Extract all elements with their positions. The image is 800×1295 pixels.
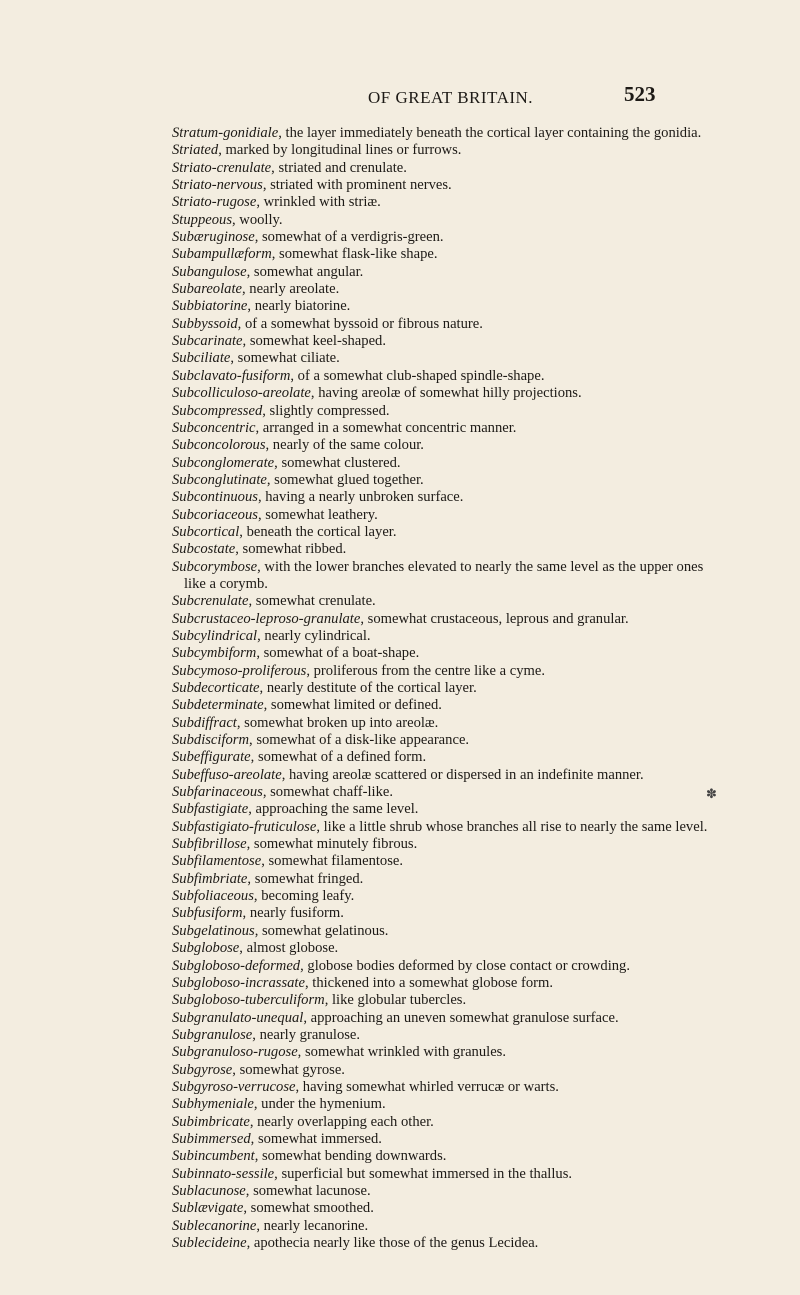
entry-term: Subclavato-fusiform [172, 367, 291, 384]
glossary-entry [172, 212, 712, 229]
entry-separator: , [236, 714, 245, 731]
glossary-entry [172, 298, 712, 315]
glossary-entry [172, 732, 712, 749]
entry-definition: somewhat flask-like shape. [279, 246, 438, 263]
entry-separator: , [249, 732, 257, 749]
ink-mark-icon: ✽ [706, 787, 717, 802]
entry-term: Subgranuloso-rugose [172, 1044, 298, 1061]
glossary-entry [172, 1079, 712, 1096]
entry-separator: , [259, 680, 267, 696]
glossary-entry [172, 1148, 712, 1165]
entry-separator: , [252, 1026, 260, 1043]
glossary-entry [172, 680, 712, 697]
entry-term: Subcrustaceo-leproso-granulate [172, 610, 361, 627]
entry-term: Subconcentric [172, 419, 256, 436]
entry-term: Subampullæform [172, 246, 272, 263]
entry-definition: globose bodies deformed by close contact or crowding. [307, 957, 630, 974]
entry-term: Subgloboso-deformed [172, 957, 301, 974]
entry-term: Subgyroso-verrucose [172, 1078, 296, 1095]
entry-definition: somewhat immersed. [257, 1130, 382, 1147]
entry-term: Subcostate [172, 541, 236, 558]
entry-separator: , [256, 645, 264, 662]
entry-term: Sublecanorine [172, 1217, 257, 1234]
entry-definition: nearly lecanorine. [263, 1217, 369, 1234]
entry-separator: , [281, 766, 289, 783]
glossary-entry [172, 1044, 712, 1061]
entry-term: Subcortical [172, 523, 240, 540]
entry-term: Subconcolorous [172, 437, 266, 454]
entry-term: Subcompressed [172, 402, 263, 419]
entry-definition: somewhat filamentose. [268, 853, 404, 870]
entry-separator: , [257, 489, 266, 506]
entry-term: Subfusiform [172, 905, 243, 922]
entry-separator: , [360, 610, 368, 627]
glossary-entry [172, 749, 712, 766]
entry-separator: , [297, 1044, 305, 1061]
entry-separator: , [257, 627, 265, 644]
glossary-entry [172, 142, 712, 159]
glossary-entry [172, 853, 712, 870]
entry-term: Subcontinuous [172, 489, 258, 506]
page-number: 523 [624, 82, 656, 106]
entry-definition: having areolæ of somewhat hilly projections. [318, 385, 582, 402]
entry-term: Stratum-gonidiale [172, 125, 279, 141]
entry-definition: nearly destitute of the cortical layer. [266, 680, 477, 696]
entry-separator: , [255, 419, 263, 436]
glossary-entry [172, 420, 712, 437]
glossary-entry [172, 125, 712, 142]
entry-separator: , [218, 142, 226, 159]
entry-definition: beneath the cortical layer. [246, 523, 397, 540]
entry-definition: nearly overlapping each other. [257, 1113, 434, 1130]
entry-definition: somewhat minutely fibrous. [253, 836, 418, 853]
entry-definition: thickened into a somewhat globose form. [312, 974, 554, 991]
entry-separator: , [262, 402, 270, 419]
glossary-entry [172, 958, 712, 975]
entry-separator: , [300, 957, 308, 974]
entry-term: Subinnato-sessile [172, 1165, 275, 1182]
entry-definition: somewhat smoothed. [250, 1200, 374, 1217]
entry-term: Subconglutinate [172, 471, 267, 488]
entry-term: Subfastigiato-fruticulose [172, 818, 317, 835]
entry-separator: , [278, 125, 286, 141]
entry-separator: , [274, 454, 282, 471]
entry-definition: having areolæ scattered or dispersed in an indefinite manner. [289, 766, 644, 783]
entry-definition: somewhat crenulate. [255, 593, 376, 610]
entry-term: Subæruginose [172, 229, 255, 246]
entry-term: Subimmersed [172, 1130, 251, 1147]
entry-separator: , [262, 177, 271, 194]
entry-separator: , [261, 853, 269, 870]
glossary-entry [172, 645, 712, 662]
entry-separator: , [242, 333, 250, 350]
glossary-entry [172, 1027, 712, 1044]
glossary-entry [172, 819, 712, 836]
entry-definition: somewhat wrinkled with granules. [304, 1044, 506, 1061]
glossary-entry [172, 1010, 712, 1027]
entry-definition: arranged in a somewhat concentric manner. [262, 419, 517, 436]
glossary-entry [172, 1166, 712, 1183]
entry-definition: like a little shrub whose branches all rise to nearly the same level. [323, 818, 708, 835]
entry-separator: , [254, 922, 262, 939]
entry-separator: , [243, 1200, 251, 1217]
entry-separator: , [256, 1217, 264, 1234]
entry-separator: , [271, 246, 280, 263]
entry-separator: , [230, 350, 238, 367]
entry-definition: becoming leafy. [261, 888, 355, 905]
entry-separator: , [257, 558, 265, 575]
entry-definition: somewhat angular. [253, 263, 364, 280]
glossary-entry [172, 524, 712, 541]
entry-term: Subhymeniale [172, 1096, 254, 1113]
glossary-entry [172, 801, 712, 818]
glossary-entry [172, 663, 712, 680]
glossary-entry [172, 229, 712, 246]
entry-term: Subcymoso-proliferous [172, 662, 307, 679]
entry-definition: nearly fusiform. [249, 905, 344, 922]
entry-separator: , [295, 1078, 303, 1095]
entry-separator: , [262, 784, 271, 801]
entry-separator: , [274, 1165, 282, 1182]
entry-separator: , [271, 159, 279, 176]
entry-definition: having somewhat whirled verrucæ or warts. [302, 1078, 559, 1095]
entry-separator: , [242, 905, 250, 922]
entry-separator: , [248, 593, 256, 610]
entry-term: Subgyrose [172, 1061, 233, 1078]
entry-definition: somewhat broken up into areolæ. [244, 714, 439, 731]
entry-separator: , [250, 1130, 258, 1147]
entry-definition: the layer immediately beneath the cortical layer containing the gonidia. [285, 125, 702, 141]
entry-separator: , [263, 697, 271, 714]
entry-separator: , [256, 194, 264, 211]
glossary-entry [172, 836, 712, 853]
entry-definition: almost globose. [246, 940, 339, 957]
entry-term: Subfibrillose [172, 836, 247, 853]
page-header [0, 82, 800, 112]
glossary-entry [172, 489, 712, 506]
entry-definition: somewhat leathery. [265, 506, 378, 523]
entry-term: Striato-crenulate [172, 159, 272, 176]
glossary-entry [172, 628, 712, 645]
entry-separator: , [247, 298, 255, 315]
glossary-entry [172, 541, 712, 558]
glossary-entry [172, 1183, 712, 1200]
entry-definition: under the hymenium. [261, 1096, 386, 1113]
entry-separator: , [253, 1096, 262, 1113]
entry-separator: , [248, 801, 256, 818]
entry-term: Striated [172, 142, 219, 159]
entry-term: Subgranulato-unequal [172, 1009, 304, 1026]
glossary-entry [172, 1131, 712, 1148]
entry-separator: , [232, 1061, 240, 1078]
glossary-entry [172, 264, 712, 281]
entry-definition: apothecia nearly like those of the genus Lecidea. [253, 1235, 539, 1251]
entry-term: Subglobose [172, 940, 240, 957]
entry-term: Sublævigate [172, 1200, 244, 1217]
entry-term: Subimbricate [172, 1113, 250, 1130]
entry-definition: somewhat lacunose. [253, 1182, 371, 1199]
entry-term: Subareolate [172, 281, 242, 298]
entry-separator: , [246, 263, 254, 280]
entry-term: Subdiffract [172, 714, 237, 731]
entry-separator: , [246, 836, 254, 853]
glossary-entry [172, 905, 712, 922]
entry-definition: somewhat fringed. [254, 870, 364, 887]
glossary-entry [172, 593, 712, 610]
entry-separator: , [235, 541, 243, 558]
entry-definition: somewhat gyrose. [239, 1061, 345, 1078]
entry-definition: somewhat bending downwards. [261, 1148, 447, 1165]
entry-separator: , [254, 1148, 262, 1165]
entry-definition: nearly biatorine. [254, 298, 351, 315]
entry-definition: somewhat keel-shaped. [249, 333, 386, 350]
entry-term: Subgloboso-tuberculiform [172, 992, 325, 1009]
entry-term: Subconglomerate [172, 454, 275, 471]
entry-term: Subcolliculoso-areolate [172, 385, 311, 402]
entry-definition: striated and crenulate. [278, 159, 407, 176]
glossary-entry [172, 871, 712, 888]
entry-definition: somewhat ribbed. [242, 541, 347, 558]
entry-separator: , [316, 818, 324, 835]
glossary-entry [172, 1114, 712, 1131]
entry-definition: somewhat gelatinous. [262, 922, 389, 939]
glossary-entry [172, 888, 712, 905]
entry-definition: woolly. [239, 211, 283, 228]
entry-definition: nearly areolate. [249, 281, 340, 298]
entry-definition: somewhat of a verdigris-green. [262, 229, 444, 246]
entry-separator: , [254, 229, 262, 246]
entry-term: Subcoriaceous [172, 506, 258, 523]
glossary-entry [172, 1200, 712, 1217]
glossary-entry [172, 350, 712, 367]
entry-term: Sublacunose [172, 1182, 246, 1199]
glossary-entry [172, 472, 712, 489]
entry-separator: , [265, 437, 273, 454]
glossary-entry [172, 975, 712, 992]
entry-definition: somewhat of a disk-like appearance. [256, 732, 470, 749]
entry-term: Subfastigiate [172, 801, 249, 818]
entry-separator: , [237, 315, 245, 332]
glossary-entry [172, 940, 712, 957]
entry-definition: nearly of the same colour. [272, 437, 424, 454]
glossary-entry [172, 559, 712, 594]
entry-term: Subdecorticate [172, 680, 260, 696]
entry-separator: , [245, 1182, 254, 1199]
running-head: OF GREAT BRITAIN. [368, 88, 534, 107]
entry-definition: proliferous from the centre like a cyme. [313, 662, 545, 679]
entry-separator: , [290, 367, 298, 384]
entry-definition: approaching an uneven somewhat granulose surface. [310, 1009, 619, 1026]
entry-definition: with the lower branches elevated to nearly the same level as the upper ones like a corymb. [184, 558, 704, 592]
glossary-entry [172, 333, 712, 350]
entry-definition: marked by longitudinal lines or furrows. [225, 142, 462, 159]
glossary-entry [172, 403, 712, 420]
entry-definition: somewhat glued together. [274, 471, 424, 488]
entry-definition: nearly cylindrical. [264, 627, 371, 644]
entry-term: Subfimbriate [172, 870, 248, 887]
entry-term: Subincumbent [172, 1148, 255, 1165]
glossary-entry [172, 923, 712, 940]
entry-definition: somewhat limited or defined. [270, 697, 442, 714]
entry-definition: of a somewhat byssoid or fibrous nature. [244, 315, 483, 332]
entry-term: Subgelatinous [172, 922, 255, 939]
entry-definition: approaching the same level. [255, 801, 419, 818]
glossary-entry [172, 767, 712, 784]
entry-term: Subcorymbose [172, 558, 258, 575]
entry-definition: slightly compressed. [269, 402, 390, 419]
entry-definition: striated with prominent nerves. [270, 177, 452, 194]
entry-separator: , [249, 1113, 258, 1130]
entry-definition: somewhat of a defined form. [257, 749, 427, 766]
entry-term: Striato-nervous [172, 177, 263, 194]
entry-definition: nearly granulose. [259, 1026, 361, 1043]
entry-term: Subdisciform [172, 732, 250, 749]
entry-separator: , [304, 974, 313, 991]
entry-definition: somewhat crustaceous, leprous and granular. [367, 610, 629, 627]
entry-term: Subciliate [172, 350, 231, 367]
entry-definition: somewhat of a boat-shape. [263, 645, 420, 662]
entry-term: Sublecideine [172, 1235, 247, 1251]
entry-term: Subcymbiform [172, 645, 257, 662]
glossary-entry [172, 715, 712, 732]
glossary-entry [172, 1096, 712, 1113]
glossary-entry [172, 437, 712, 454]
entry-separator: , [257, 506, 266, 523]
entry-term: Subgranulose [172, 1026, 253, 1043]
entry-term: Subgloboso-incrassate [172, 974, 305, 991]
entry-separator: , [303, 1009, 311, 1026]
entry-separator: , [247, 870, 255, 887]
entry-separator: , [253, 888, 262, 905]
glossary-entry [172, 784, 712, 801]
glossary-entry [172, 1062, 712, 1079]
entry-term: Subcarinate [172, 333, 243, 350]
entry-definition: somewhat chaff-like. [270, 784, 394, 801]
entry-term: Subbyssoid [172, 315, 238, 332]
glossary-entry [172, 697, 712, 714]
entry-separator: , [239, 523, 247, 540]
glossary-entry [172, 160, 712, 177]
entry-separator: , [310, 385, 319, 402]
entry-term: Subbiatorine [172, 298, 248, 315]
entry-definition: somewhat ciliate. [237, 350, 340, 367]
glossary-entry [172, 316, 712, 333]
entry-separator: , [250, 749, 258, 766]
entry-separator: , [232, 211, 240, 228]
glossary-entry [172, 611, 712, 628]
entry-term: Subdeterminate [172, 697, 264, 714]
entry-definition: superficial but somewhat immersed in the thallus. [281, 1165, 573, 1182]
glossary-entry [172, 281, 712, 298]
glossary-entry [172, 368, 712, 385]
entry-definition: of a somewhat club-shaped spindle-shape. [297, 367, 545, 384]
entry-definition: having a nearly unbroken surface. [265, 489, 464, 506]
glossary-entry [172, 194, 712, 211]
entry-term: Subeffigurate [172, 749, 251, 766]
glossary-entry [172, 1235, 712, 1252]
entry-term: Subcylindrical [172, 627, 258, 644]
entry-term: Subfilamentose [172, 853, 262, 870]
glossary-entry [172, 455, 712, 472]
entry-term: Subangulose [172, 263, 247, 280]
glossary-entry [172, 992, 712, 1009]
entry-term: Striato-rugose [172, 194, 257, 211]
entry-separator: , [239, 940, 247, 957]
entry-term: Subcrenulate [172, 593, 249, 610]
glossary-entry [172, 1218, 712, 1235]
entry-term: Stuppeous [172, 211, 232, 228]
entry-term: Subeffuso-areolate [172, 766, 282, 783]
entry-term: Subfarinaceous [172, 784, 263, 801]
glossary-entry [172, 507, 712, 524]
glossary-entry [172, 385, 712, 402]
entry-separator: , [246, 1235, 254, 1251]
entry-separator: , [306, 662, 314, 679]
entry-definition: wrinkled with striæ. [263, 194, 381, 211]
glossary-entries [172, 125, 712, 1252]
entry-term: Subfoliaceous [172, 888, 254, 905]
entry-definition: like globular tubercles. [331, 992, 467, 1009]
entry-separator: , [266, 471, 275, 488]
entry-separator: , [241, 281, 250, 298]
entry-definition: somewhat clustered. [281, 454, 401, 471]
entry-separator: , [324, 992, 332, 1009]
glossary-entry [172, 246, 712, 263]
glossary-entry [172, 177, 712, 194]
